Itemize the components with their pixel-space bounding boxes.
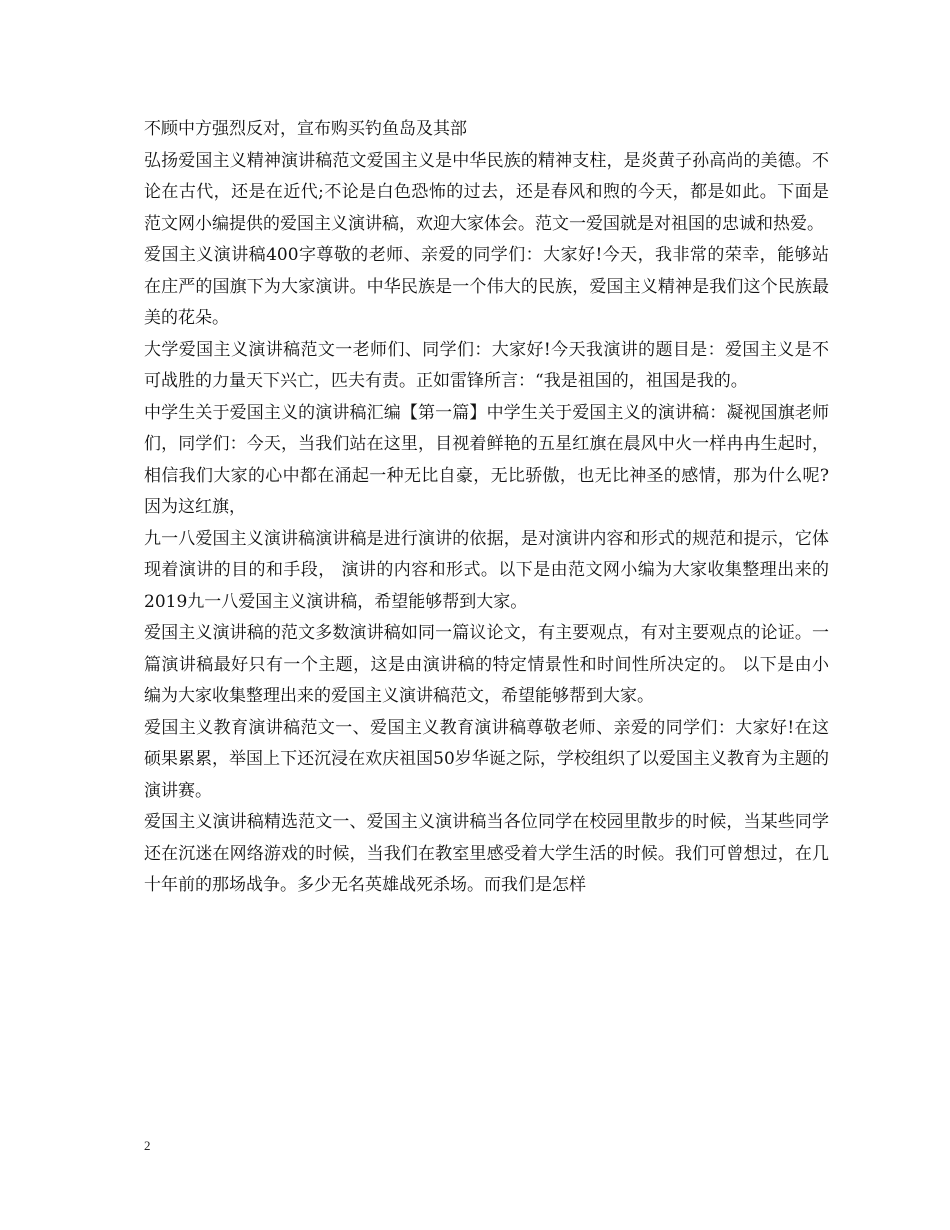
paragraph: 九一八爱国主义演讲稿演讲稿是进行演讲的依据，是对演讲内容和形式的规范和提示，它体现着演讲的目的和手段， 演讲的内容和形式。以下是由范文网小编为大家收集整理出来的2019九一八爱国主义演讲稿，希望能够帮到大家。 xyxy=(144,528,829,612)
paragraph: 爱国主义教育演讲稿范文一、爱国主义教育演讲稿尊敬老师、亲爱的同学们：大家好!在这硕果累累，举国上下还沉浸在欢庆祖国50岁华诞之际，学校组织了以爱国主义教育为主题的演讲赛。 xyxy=(144,717,829,801)
paragraph: 不顾中方强烈反对，宣布购买钓鱼岛及其部 xyxy=(144,119,467,139)
page-number: 2 xyxy=(144,1138,151,1153)
paragraph: 爱国主义演讲稿的范文多数演讲稿如同一篇议论文，有主要观点，有对主要观点的论证。一篇演讲稿最好只有一个主题，这是由演讲稿的特定情景性和时间性所决定的。 以下是由小编为大家收集整理出来的爱国主义演讲稿范文，希望能够帮到大家。 xyxy=(144,623,829,706)
paragraph: 爱国主义演讲稿400字尊敬的老师、亲爱的同学们：大家好!今天，我非常的荣幸，能够站在庄严的国旗下为大家演讲。中华民族是一个伟大的民族，爱国主义精神是我们这个民族最美的花朵。 xyxy=(144,245,829,328)
paragraph: 弘扬爱国主义精神演讲稿范文爱国主义是中华民族的精神支柱，是炎黄子孙高尚的美德。不论在古代，还是在近代;不论是白色恐怖的过去，还是春风和煦的今天，都是如此。下面是范文网小编提供的爱国主义演讲稿，欢迎大家体会。范文一爱国就是对祖国的忠诚和热爱。 xyxy=(144,150,829,234)
document-body xyxy=(144,114,829,902)
paragraph: 爱国主义演讲稿精选范文一、爱国主义演讲稿当各位同学在校园里散步的时候，当某些同学还在沉迷在网络游戏的时候，当我们在教室里感受着大学生活的时候。我们可曾想过，在几十年前的那场战争。多少无名英雄战死杀场。而我们是怎样 xyxy=(144,812,829,895)
paragraph: 中学生关于爱国主义的演讲稿汇编【第一篇】中学生关于爱国主义的演讲稿：凝视国旗老师们，同学们：今天，当我们站在这里，目视着鲜艳的五星红旗在晨风中火一样冉冉生起时，相信我们大家的心中都在涌起一种无比自豪，无比骄傲，也无比神圣的感情，那为什么呢?因为这红旗， xyxy=(144,402,829,517)
paragraph: 大学爱国主义演讲稿范文一老师们、同学们：大家好!今天我演讲的题目是：爱国主义是不可战胜的力量天下兴亡，匹夫有责。正如雷锋所言：“我是祖国的，祖国是我的。 xyxy=(144,339,829,391)
